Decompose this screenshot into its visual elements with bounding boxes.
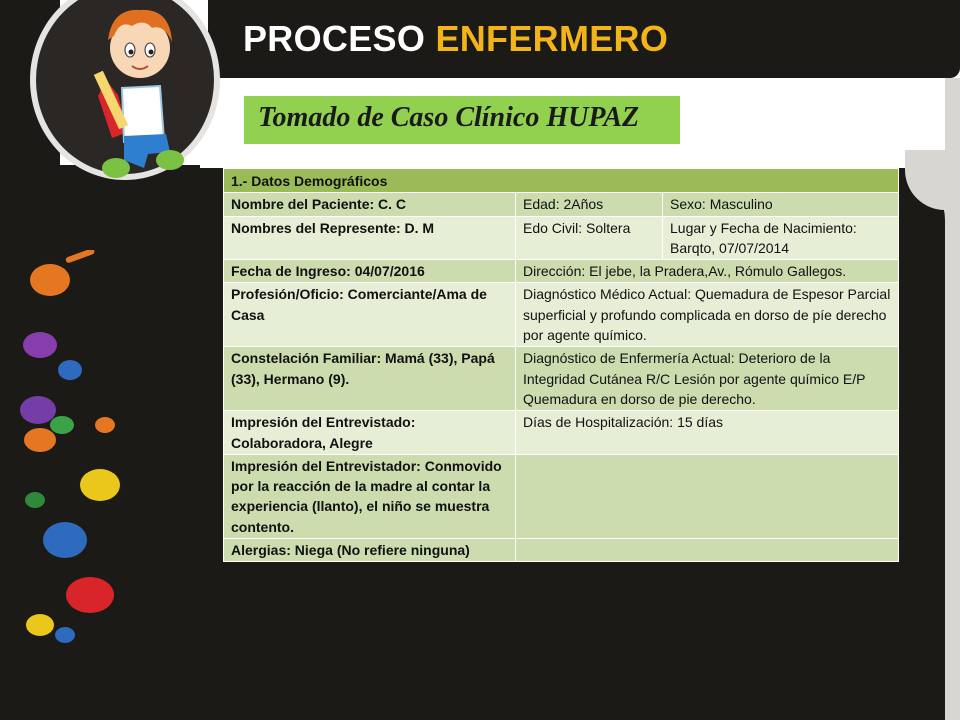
table-cell: Edo Civil: Soltera (516, 216, 663, 260)
background-gray-strip (945, 78, 960, 720)
page-title: PROCESO ENFERMERO (243, 18, 669, 59)
table-cell: Nombres del Represente: D. M (224, 216, 516, 260)
child-mascot-icon (78, 0, 198, 190)
demographics-table (223, 168, 899, 562)
table-cell: Diagnóstico de Enfermería Actual: Deterioro de la Integridad Cutánea R/C Lesión por agente químico E/P Quemadura en dorso de pie derecho. (516, 347, 899, 411)
table-cell: Edad: 2Años (516, 193, 663, 216)
case-source-label: Tomado de Caso Clínico HUPAZ (244, 96, 680, 144)
table-header-row (224, 169, 899, 193)
table-row (224, 193, 899, 216)
table-cell: Diagnóstico Médico Actual: Quemadura de Espesor Parcial superficial y profundo complicada en dorso de píe derecho por agente químico. (516, 283, 899, 347)
table-row (224, 216, 899, 260)
table-cell (516, 454, 899, 538)
table-cell: Profesión/Oficio: Comerciante/Ama de Casa (224, 283, 516, 347)
table-cell: Días de Hospitalización: 15 días (516, 411, 899, 455)
table-cell: Constelación Familiar: Mamá (33), Papá (33), Hermano (9). (224, 347, 516, 411)
table-cell: Impresión del Entrevistado: Colaboradora, Alegre (224, 411, 516, 455)
table-cell: Sexo: Masculino (663, 193, 899, 216)
table-cell (516, 539, 899, 562)
table-cell: Nombre del Paciente: C. C (224, 193, 516, 216)
table-row (224, 539, 899, 562)
colored-handprints-icon (10, 250, 140, 720)
table-row (224, 260, 899, 283)
table-cell: Impresión del Entrevistador: Conmovido por la reacción de la madre al contar la experiencia (llanto), el niño se muestra contento. (224, 454, 516, 538)
table-row (224, 283, 899, 347)
section-title: 1.- Datos Demográficos (224, 169, 899, 193)
table-cell: Dirección: El jebe, la Pradera,Av., Rómulo Gallegos. (516, 260, 899, 283)
table-row (224, 411, 899, 455)
table-cell: Lugar y Fecha de Nacimiento: Barqto, 07/07/2014 (663, 216, 899, 260)
table-cell: Fecha de Ingreso: 04/07/2016 (224, 260, 516, 283)
table-cell: Alergias: Niega (No refiere ninguna) (224, 539, 516, 562)
table-row (224, 347, 899, 411)
table-row (224, 454, 899, 538)
